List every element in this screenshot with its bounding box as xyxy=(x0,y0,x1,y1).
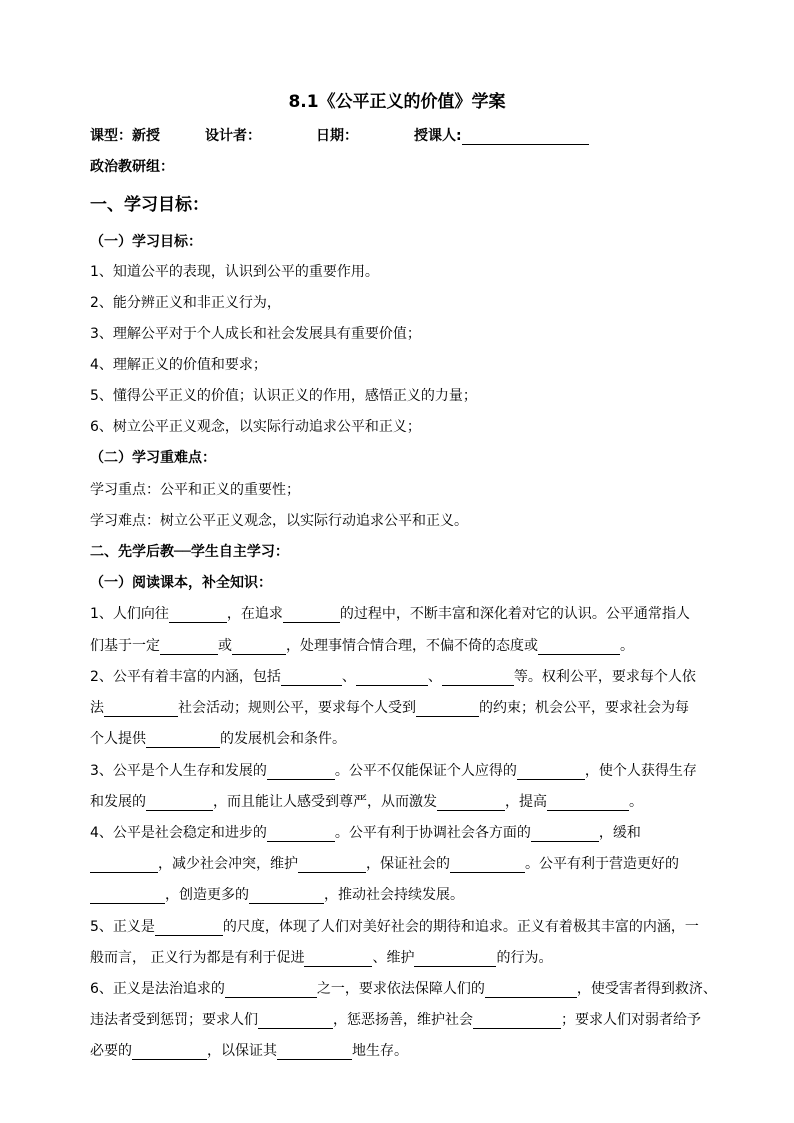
blank-field[interactable] xyxy=(132,1045,207,1060)
key-point: 学习重点：公平和正义的重要性； xyxy=(90,482,300,498)
subsection-goals: （一）学习目标： xyxy=(90,234,202,250)
fill-blank-line: 3、公平是个人生存和发展的 。公平不仅能保证个人应得的 ，使个人获得生存 xyxy=(90,763,697,779)
goal-item: 6、树立公平正义观念，以实际行动追求公平和正义； xyxy=(90,419,421,435)
blank-field[interactable] xyxy=(277,1045,352,1060)
blank-field[interactable] xyxy=(547,796,629,811)
fill-blank-line: 4、公平是社会稳定和进步的 。公平有利于协调社会各方面的 ，缓和 xyxy=(90,825,641,841)
blank-field[interactable] xyxy=(169,608,227,623)
blank-field[interactable] xyxy=(442,671,514,686)
group-label: 政治教研组： xyxy=(90,159,174,175)
blank-field[interactable] xyxy=(258,1014,333,1029)
blank-field[interactable] xyxy=(356,671,428,686)
blank-field[interactable] xyxy=(298,858,366,873)
fill-blank-line: 6、正义是法治追求的 之一，要求依法保障人们的 ，使受害者得到救济、 xyxy=(90,981,717,997)
teacher-blank xyxy=(462,130,589,145)
fill-blank-line: 般而言， 正义行为都是有利于促进 、维护 的行为。 xyxy=(90,950,553,966)
fill-blank-line: ，减少社会冲突，维护 ，保证社会的 。公平有利于营造更好的 xyxy=(90,853,679,873)
fill-blank-line: 违法者受到惩罚；要求人们 ，惩恶扬善，维护社会 ；要求人们对弱者给予 xyxy=(90,1012,701,1028)
blank-field[interactable] xyxy=(225,983,317,998)
blank-field[interactable] xyxy=(232,640,286,655)
fill-blank-line: 必要的 ，以保证其 地生存。 xyxy=(90,1043,408,1059)
blank-field[interactable] xyxy=(517,765,585,780)
blank-field[interactable] xyxy=(160,640,218,655)
blank-field[interactable] xyxy=(90,889,165,904)
page-title: 8.1《公平正义的价值》学案 xyxy=(288,92,506,112)
designer-label: 设计者： xyxy=(205,128,261,144)
blank-field[interactable] xyxy=(249,889,324,904)
section-heading-self-study: 二、先学后教──学生自主学习： xyxy=(90,544,289,560)
blank-field[interactable] xyxy=(437,796,505,811)
fill-blank-line: 个人提供 的发展机会和条件。 xyxy=(90,731,346,747)
blank-field[interactable] xyxy=(473,1014,561,1029)
blank-field[interactable] xyxy=(450,858,525,873)
subsection-key-points: （二）学习重难点： xyxy=(90,450,216,466)
goal-item: 1、知道公平的表现，认识到公平的重要作用。 xyxy=(90,264,379,280)
blank-field[interactable] xyxy=(304,952,372,967)
fill-blank-line: 和发展的 ，而且能让人感受到尊严，从而激发 ，提高 。 xyxy=(90,794,643,810)
subsection-reading: （一）阅读课本，补全知识： xyxy=(90,575,272,591)
goal-item: 4、理解正义的价值和要求； xyxy=(90,357,267,373)
teacher-field xyxy=(414,125,589,145)
lesson-type: 课型：新授 xyxy=(90,128,160,144)
blank-field[interactable] xyxy=(146,733,220,748)
fill-blank-line: ，创造更多的 ，推动社会持续发展。 xyxy=(90,884,464,904)
fill-blank-line: 法 社会活动；规则公平，要求每个人受到 的约束；机会公平，要求社会为每 xyxy=(90,700,689,716)
blank-field[interactable] xyxy=(414,952,496,967)
blank-field[interactable] xyxy=(531,827,599,842)
blank-field[interactable] xyxy=(416,702,479,717)
goal-item: 2、能分辨正义和非正义行为， xyxy=(90,295,281,311)
difficult-point: 学习难点：树立公平正义观念，以实际行动追求公平和正义。 xyxy=(90,513,468,529)
blank-field[interactable] xyxy=(104,702,178,717)
blank-field[interactable] xyxy=(155,921,223,936)
section-heading-goals: 一、学习目标： xyxy=(90,195,209,215)
fill-blank-line: 们基于一定 或 ，处理事情合情合理，不偏不倚的态度或 。 xyxy=(90,638,634,654)
teacher-label: 授课人: xyxy=(414,128,462,144)
date-label: 日期： xyxy=(316,128,358,144)
blank-field[interactable] xyxy=(281,671,342,686)
fill-blank-line: 2、公平有着丰富的内涵，包括 、 、 等。权利公平，要求每个人依 xyxy=(90,669,696,685)
blank-field[interactable] xyxy=(90,858,158,873)
blank-field[interactable] xyxy=(538,640,620,655)
blank-field[interactable] xyxy=(146,796,213,811)
blank-field[interactable] xyxy=(485,983,577,998)
goal-item: 5、懂得公平正义的价值；认识正义的作用，感悟正义的力量； xyxy=(90,388,477,404)
goal-item: 3、理解公平对于个人成长和社会发展具有重要价值； xyxy=(90,326,421,342)
blank-field[interactable] xyxy=(267,827,335,842)
blank-field[interactable] xyxy=(283,608,340,623)
fill-blank-line: 1、人们向往 ，在追求 的过程中，不断丰富和深化着对它的认识。公平通常指人 xyxy=(90,606,690,622)
fill-blank-line: 5、正义是 的尺度，体现了人们对美好社会的期待和追求。正义有着极其丰富的内涵，一 xyxy=(90,919,699,935)
blank-field[interactable] xyxy=(267,765,335,780)
